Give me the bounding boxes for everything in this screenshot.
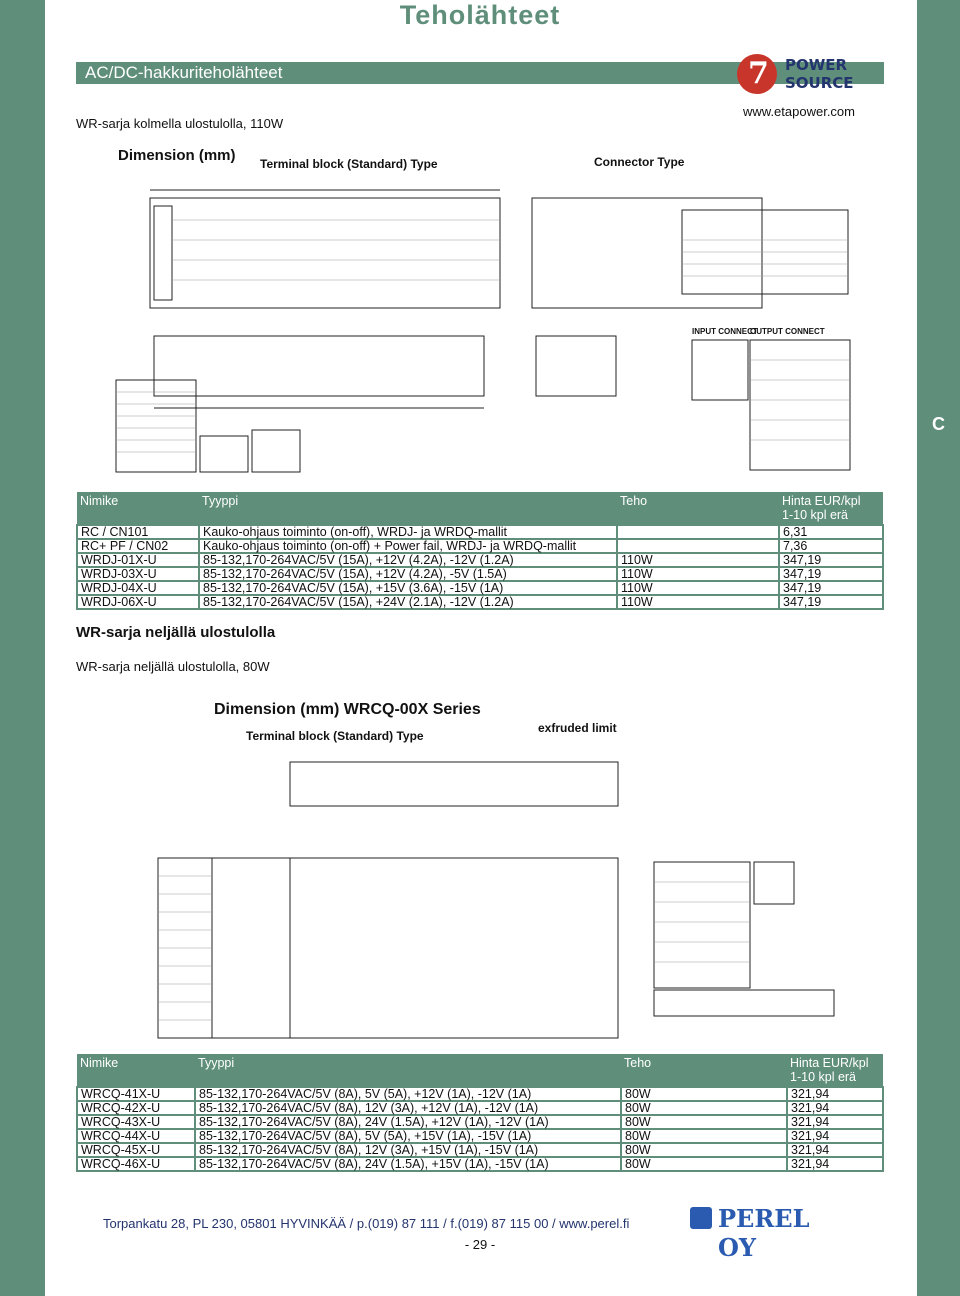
page-title: Teholähteet (399, 0, 561, 30)
col-header-tyyppi: Tyyppi (195, 1054, 621, 1087)
cell-teho: 110W (617, 567, 779, 581)
table-row (77, 1129, 883, 1143)
input-connect-table (692, 340, 748, 400)
col-header-teho: Teho (617, 492, 779, 525)
cell-tyyppi: 85-132,170-264VAC/5V (15A), +12V (4.2A), -5V (1.5A) (199, 567, 617, 581)
cell-hinta: 321,94 (787, 1115, 883, 1129)
logo-numeral: 7 (748, 56, 769, 91)
cell-hinta: 321,94 (787, 1143, 883, 1157)
logo-line-source: SOURCE (785, 74, 854, 92)
cell-teho: 80W (621, 1129, 787, 1143)
cell-nimike: WRDJ-03X-U (77, 567, 199, 581)
cell-tyyppi: 85-132,170-264VAC/5V (8A), 5V (5A), +15V (1A), -15V (1A) (195, 1129, 621, 1143)
cell-tyyppi: 85-132,170-264VAC/5V (8A), 24V (1.5A), +12V (1A), -12V (1A) (195, 1115, 621, 1129)
cell-teho: 110W (617, 553, 779, 567)
cell-nimike: WRCQ-44X-U (77, 1129, 195, 1143)
cell-tyyppi: Kauko-ohjaus toiminto (on-off) + Power fail, WRDJ- ja WRDQ-mallit (199, 539, 617, 553)
cell-nimike: WRCQ-46X-U (77, 1157, 195, 1171)
perel-logo (690, 1204, 855, 1262)
terminal-type-side-view (154, 336, 484, 396)
cell-hinta: 6,31 (779, 525, 883, 539)
table-row (77, 539, 883, 553)
terminal-strip (154, 206, 172, 300)
cell-hinta: 347,19 (779, 567, 883, 581)
logo-line-power: POWER (785, 56, 848, 74)
cell-teho: 80W (621, 1157, 787, 1171)
col-header-teho: Teho (621, 1054, 787, 1087)
table-row (77, 1143, 883, 1157)
diagram1-sub1: Terminal block (Standard) Type (260, 157, 438, 171)
table-row (77, 581, 883, 595)
col-header-tyyppi: Tyyppi (199, 492, 617, 525)
cell-tyyppi: Kauko-ohjaus toiminto (on-off), WRDJ- ja WRDQ-mallit (199, 525, 617, 539)
cell-teho (617, 539, 779, 553)
cell-hinta: 321,94 (787, 1087, 883, 1101)
section-title-four-outputs: WR-sarja neljällä ulostulolla (76, 624, 276, 641)
diagram2-sub1: Terminal block (Standard) Type (246, 729, 424, 743)
cell-nimike: WRCQ-42X-U (77, 1101, 195, 1115)
table-row (77, 1157, 883, 1171)
output-connect-table (750, 340, 850, 470)
cell-nimike: RC / CN101 (77, 525, 199, 539)
diagram2-sub2: exfruded limit (538, 721, 617, 735)
diagram1-input-connect: INPUT CONNECT (692, 327, 758, 336)
table-row (77, 595, 883, 609)
cell-tyyppi: 85-132,170-264VAC/5V (8A), 5V (5A), +12V (1A), -12V (1A) (195, 1087, 621, 1101)
cell-tyyppi: 85-132,170-264VAC/5V (8A), 24V (1.5A), +15V (1A), -15V (1A) (195, 1157, 621, 1171)
cell-teho: 110W (617, 581, 779, 595)
connector-type-side-view (536, 336, 616, 396)
cell-hinta: 347,19 (779, 553, 883, 567)
subtitle-three-outputs: WR-sarja kolmella ulostulolla, 110W (76, 116, 284, 131)
power-source-logo (737, 52, 857, 96)
side-tab-c: C (932, 414, 945, 434)
cell-tyyppi: 85-132,170-264VAC/5V (8A), 12V (3A), +15V (1A), -15V (1A) (195, 1143, 621, 1157)
footer-address: Torpankatu 28, PL 230, 05801 HYVINKÄÄ / p.(019) 87 111 / f.(019) 87 115 00 / www.perel.fi (103, 1216, 630, 1231)
cell-nimike: WRDJ-06X-U (77, 595, 199, 609)
cn02-table (252, 430, 300, 472)
table-header-row (77, 1054, 883, 1087)
cell-hinta: 321,94 (787, 1129, 883, 1143)
cell-hinta: 347,19 (779, 595, 883, 609)
wrcq-side-view (290, 762, 618, 806)
col-header-hinta (787, 1054, 883, 1087)
connector-type-top-view (532, 198, 762, 308)
cell-nimike: WRDJ-01X-U (77, 553, 199, 567)
table-row (77, 1087, 883, 1101)
cell-teho: 80W (621, 1101, 787, 1115)
diagram2-heading: Dimension (mm) WRCQ-00X Series (214, 701, 481, 718)
col-header-hinta-line1: Hinta EUR/kpl (782, 494, 861, 508)
cn101-table (200, 436, 248, 472)
dimension-drawing-wrcq (140, 694, 860, 1050)
cell-tyyppi: 85-132,170-264VAC/5V (8A), 12V (3A), +12V (1A), -12V (1A) (195, 1101, 621, 1115)
col-header-hinta-line1: Hinta EUR/kpl (790, 1056, 869, 1070)
price-table-wrdj (76, 492, 884, 610)
perel-mark-icon (690, 1207, 712, 1229)
cell-hinta: 347,19 (779, 581, 883, 595)
cell-nimike: RC+ PF / CN02 (77, 539, 199, 553)
wrcq-top-view (290, 858, 618, 1038)
dimension-drawing-wrcq-svg (140, 694, 860, 1050)
col-header-hinta-line2: 1-10 kpl erä (782, 508, 849, 522)
wrcq-cn101-table (754, 862, 794, 904)
table-row (77, 1115, 883, 1129)
table-row (77, 553, 883, 567)
table-header-row (77, 492, 883, 525)
col-header-hinta (779, 492, 883, 525)
col-header-nimike: Nimike (77, 492, 199, 525)
pin-function-table (116, 380, 196, 472)
diagram1-output-connect: OUTPUT CONNECT (750, 327, 825, 336)
table-row (77, 525, 883, 539)
col-header-hinta-line2: 1-10 kpl erä (790, 1070, 857, 1084)
page-number: - 29 - (464, 1237, 496, 1252)
section-band-title: AC/DC-hakkuriteholähteet (85, 63, 283, 82)
cell-nimike: WRCQ-43X-U (77, 1115, 195, 1129)
cell-teho (617, 525, 779, 539)
cell-teho: 80W (621, 1143, 787, 1157)
cell-nimike: WRCQ-41X-U (77, 1087, 195, 1101)
cell-teho: 110W (617, 595, 779, 609)
wrcq-housing-table (654, 990, 834, 1016)
col-header-nimike: Nimike (77, 1054, 195, 1087)
perel-logo-text: PEREL OY (718, 1204, 810, 1262)
cell-tyyppi: 85-132,170-264VAC/5V (15A), +24V (2.1A), -12V (1.2A) (199, 595, 617, 609)
cell-hinta: 7,36 (779, 539, 883, 553)
cell-nimike: WRCQ-45X-U (77, 1143, 195, 1157)
cell-nimike: WRDJ-04X-U (77, 581, 199, 595)
cell-tyyppi: 85-132,170-264VAC/5V (15A), +15V (3.6A), -15V (1A) (199, 581, 617, 595)
table-row (77, 1101, 883, 1115)
diagram1-heading: Dimension (mm) (118, 147, 236, 164)
terminal-type-top-view (150, 198, 500, 308)
website-link[interactable]: www.etapower.com (743, 104, 855, 119)
cell-hinta: 321,94 (787, 1101, 883, 1115)
dimension-drawing-svg (112, 140, 860, 478)
table-row (77, 567, 883, 581)
diagram1-sub2: Connector Type (594, 155, 685, 169)
cell-tyyppi: 85-132,170-264VAC/5V (15A), +12V (4.2A), -12V (1.2A) (199, 553, 617, 567)
wrcq-pin-table (654, 862, 750, 988)
cell-hinta: 321,94 (787, 1157, 883, 1171)
cell-teho: 80W (621, 1087, 787, 1101)
cell-teho: 80W (621, 1115, 787, 1129)
dimension-drawing-wrdj (112, 140, 860, 478)
price-table-wrcq (76, 1054, 884, 1172)
subtitle-four-outputs: WR-sarja neljällä ulostulolla, 80W (76, 659, 270, 674)
